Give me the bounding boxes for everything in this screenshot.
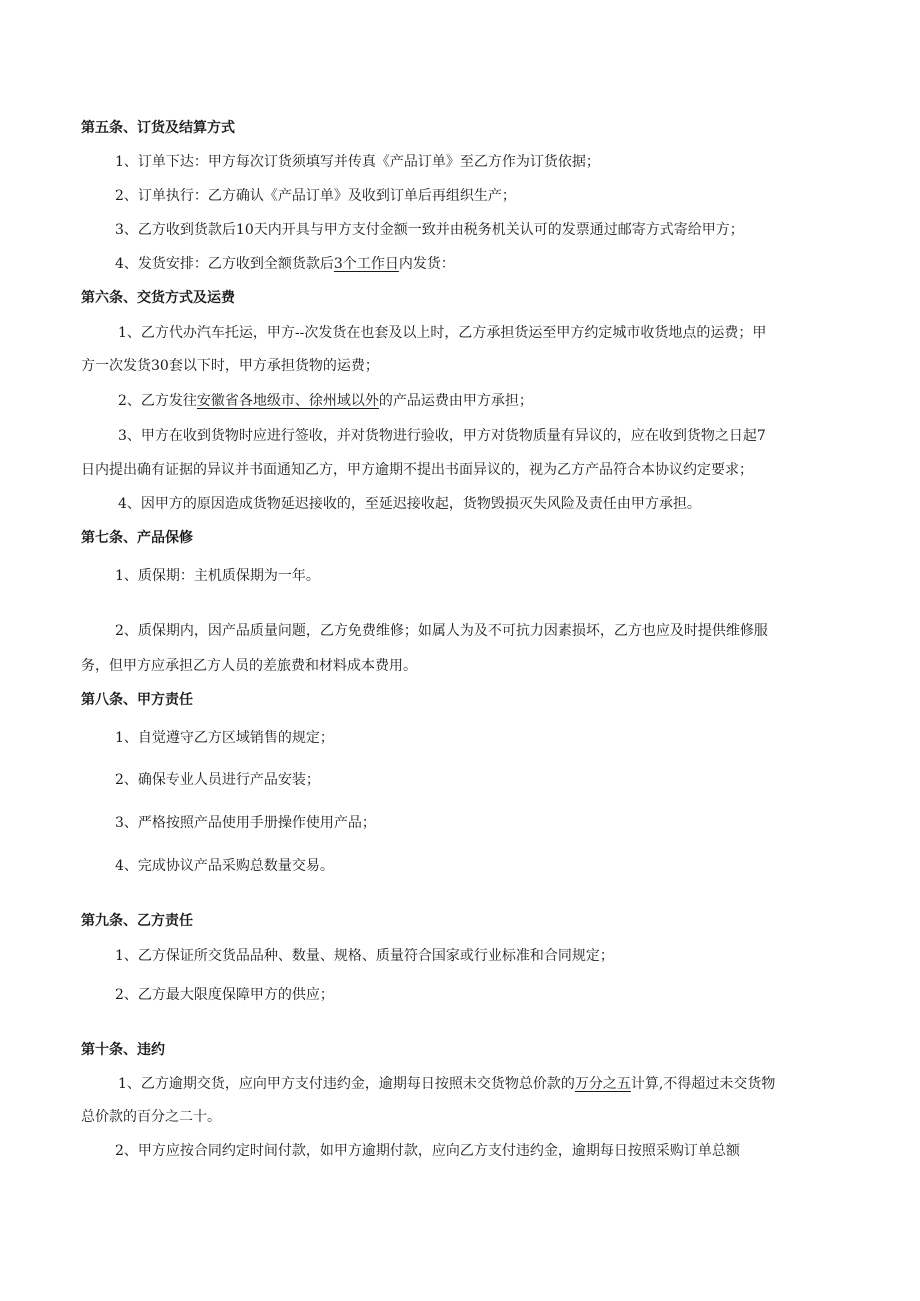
section-6-item-3-line-2: 日内提出确有证据的异议并书面通知乙方，甲方逾期不提出书面异议的，视为乙方产品符合本协议约定要求；: [81, 462, 753, 478]
section-5-item-4-text-b: 内发货：: [398, 256, 455, 272]
section-7-heading: 第七条、产品保修: [81, 530, 193, 546]
section-10-item-1-line-2: 总价款的百分之二十。: [81, 1109, 221, 1125]
section-9-item-1: 1、乙方保证所交货品品种、数量、规格、质量符合国家或行业标准和合同规定；: [115, 948, 614, 964]
section-10-item-2: 2、甲方应按合同约定时间付款，如甲方逾期付款，应向乙方支付违约金，逾期每日按照采购订单总额: [115, 1143, 740, 1159]
section-6-item-2-text-b: 的产品运费由甲方承担；: [378, 393, 533, 409]
section-10-item-1-underlined: 万分之五: [574, 1076, 631, 1092]
section-6-item-2-underlined: 安徽省各地级市、徐州域以外: [196, 393, 379, 409]
section-10-heading: 第十条、违约: [81, 1042, 165, 1058]
section-10-item-1-text-a: 1、乙方逾期交货，应向甲方支付违约金，逾期每日按照未交货物总价款的: [118, 1076, 575, 1092]
section-8-heading: 第八条、甲方责任: [81, 692, 193, 708]
section-10-item-1-line-1: [118, 1074, 775, 1094]
section-6-heading: 第六条、交货方式及运费: [81, 290, 235, 306]
section-5-item-4-text-a: 4、发货安排：乙方收到全额货款后: [115, 256, 334, 272]
section-8-item-4: 4、完成协议产品采购总数量交易。: [115, 858, 334, 874]
section-6-item-4: 4、因甲方的原因造成货物延迟接收的，至延迟接收起，货物毁损灭失风险及责任由甲方承担。: [118, 496, 701, 512]
section-8-item-3: 3、严格按照产品使用手册操作使用产品；: [115, 815, 376, 831]
section-7-item-2-line-1: 2、质保期内，因产品质量问题，乙方免费维修；如属人为及不可抗力因素损坏，乙方也应及时提供维修服: [115, 623, 768, 639]
section-5-item-3: 3、乙方收到货款后10天内开具与甲方支付金额一致并由税务机关认可的发票通过邮寄方式寄给甲方；: [115, 222, 744, 238]
section-5-item-4: [115, 254, 455, 274]
section-6-item-1-line-1: 1、乙方代办汽车托运，甲方--次发货在也套及以上时，乙方承担货运至甲方约定城市收货地点的运费；甲: [118, 325, 767, 341]
section-5-item-4-underlined: 3个工作日: [333, 256, 399, 272]
section-8-item-1: 1、自觉遵守乙方区域销售的规定；: [115, 730, 334, 746]
section-5-item-2: 2、订单执行：乙方确认《产品订单》及收到订单后再组织生产；: [115, 188, 516, 204]
section-6-item-3-line-1: 3、甲方在收到货物时应进行签收，并对货物进行验收，甲方对货物质量有异议的，应在收到货物之日起7: [118, 428, 766, 444]
section-7-item-2-line-2: 务，但甲方应承担乙方人员的差旅费和材料成本费用。: [81, 658, 417, 674]
section-6-item-1-line-2: 方一次发货30套以下时，甲方承担货物的运费；: [81, 358, 379, 374]
section-5-heading: 第五条、订货及结算方式: [81, 120, 235, 136]
section-6-item-2: [118, 391, 533, 411]
section-5-item-1: 1、订单下达：甲方每次订货须填写并传真《产品订单》至乙方作为订货依据；: [115, 154, 600, 170]
section-9-heading: 第九条、乙方责任: [81, 913, 193, 929]
section-9-item-2: 2、乙方最大限度保障甲方的供应；: [115, 987, 334, 1003]
section-7-item-1: 1、质保期：主机质保期为一年。: [115, 568, 320, 584]
section-8-item-2: 2、确保专业人员进行产品安装；: [115, 772, 320, 788]
section-10-item-1-text-b: 计算,不得超过未交货物: [630, 1076, 776, 1092]
section-6-item-2-text-a: 2、乙方发往: [118, 393, 197, 409]
